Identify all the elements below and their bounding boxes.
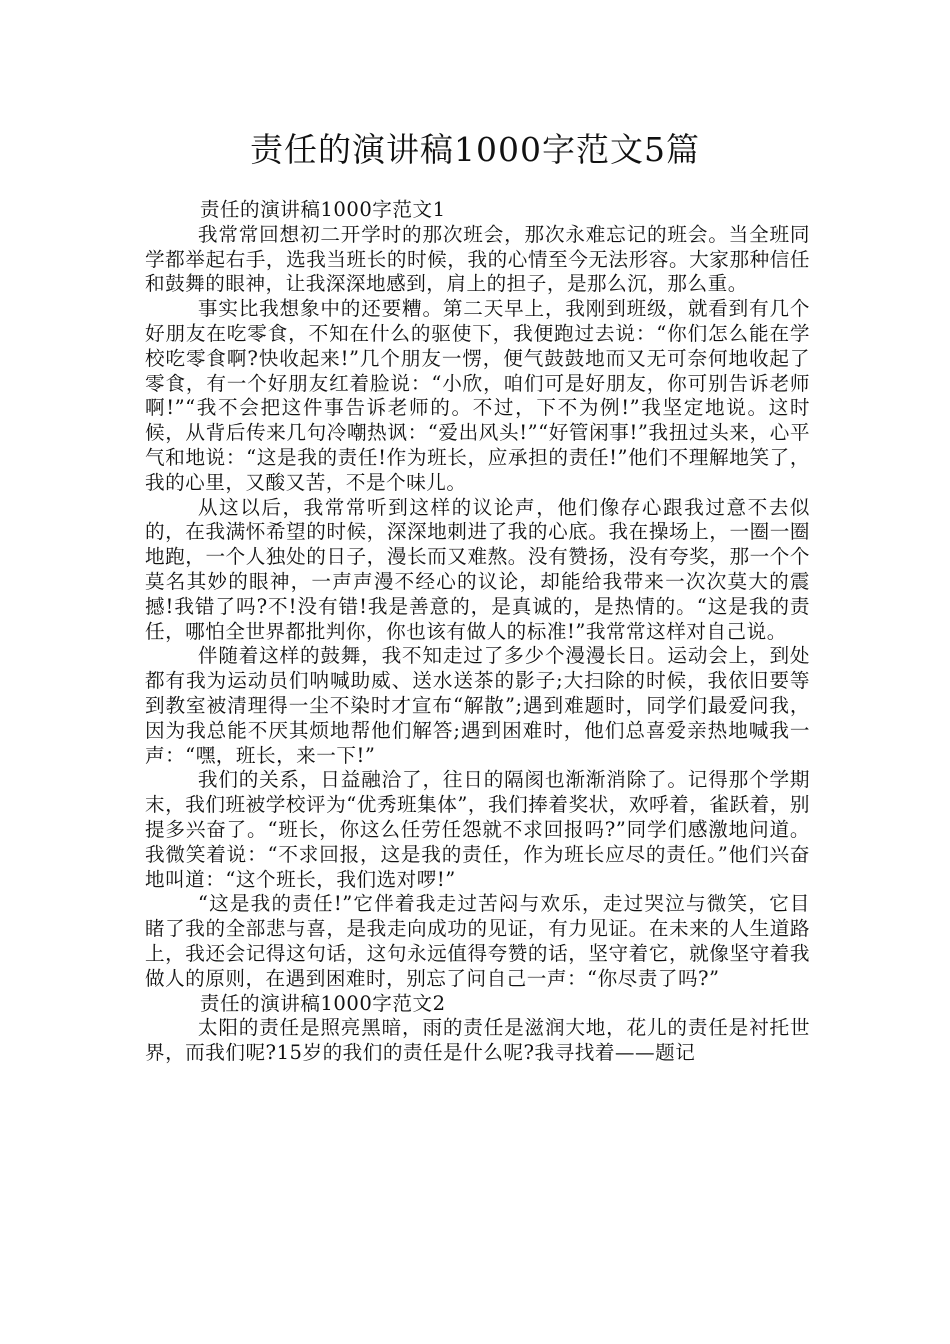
section-heading-1: 责任的演讲稿1000字范文1 — [199, 198, 446, 221]
paragraph: 我常常回想初二开学时的那次班会，那次永难忘记的班会。当全班同学都举起右手，选我当班长的时候，我的心情至今无法形容。大家那种信任和鼓舞的眼神，让我深深地感到，肩上的担子，是那么沉，那么重。 — [145, 222, 810, 296]
paragraph: 太阳的责任是照亮黑暗，雨的责任是滋润大地，花儿的责任是衬托世界，而我们呢?15岁的我们的责任是什么呢?我寻找着——题记 — [145, 1016, 810, 1065]
document-title: 责任的演讲稿1000字范文5篇 — [250, 130, 700, 169]
paragraph: 事实比我想象中的还要糟。第二天早上，我刚到班级，就看到有几个好朋友在吃零食，不知在什么的驱使下，我便跑过去说：“你们怎么能在学校吃零食啊?快收起来!”几个朋友一愣，便气鼓鼓地而又无可奈何地收起了零食，有一个好朋友红着脸说：“小欣，咱们可是好朋友，你可别告诉老师啊!”“我不会把这件事告诉老师的。不过，下不为例!”我坚定地说。这时候，从背后传来几句冷嘲热讽：“爱出风头!”“好管闲事!”我扭过头来，心平气和地说：“这是我的责任!作为班长，应承担的责任!”他们不理解地笑了，我的心里，又酸又苦，不是个味儿。 — [145, 297, 810, 494]
document-body — [145, 198, 810, 1066]
paragraph: 从这以后，我常常听到这样的议论声，他们像存心跟我过意不去似的，在我满怀希望的时候，深深地刺进了我的心底。我在操场上，一圈一圈地跑，一个人独处的日子，漫长而又难熬。没有赞扬，没有夸奖，那一个个莫名其妙的眼神，一声声漫不经心的议论，却能给我带来一次次莫大的震撼!我错了吗?不!没有错!我是善意的，是真诚的，是热情的。“这是我的责任，哪怕全世界都批判你，你也该有做人的标准!”我常常这样对自己说。 — [145, 495, 810, 643]
paragraph: 我们的关系，日益融洽了，往日的隔阂也渐渐消除了。记得那个学期末，我们班被学校评为“优秀班集体”，我们捧着奖状，欢呼着，雀跃着，别提多兴奋了。“班长，你这么任劳任怨就不求回报吗?”同学们感激地问道。我微笑着说：“不求回报，这是我的责任，作为班长应尽的责任。”他们兴奋地叫道：“这个班长，我们选对啰!” — [145, 768, 810, 891]
section-heading-2: 责任的演讲稿1000字范文2 — [199, 991, 446, 1015]
paragraph: “这是我的责任!”它伴着我走过苦闷与欢乐，走过哭泣与微笑，它目睹了我的全部悲与喜，是我走向成功的见证，有力见证。在未来的人生道路上，我还会记得这句话，这句永远值得夸赞的话，坚守着它，就像坚守着我做人的原则，在遇到困难时，别忘了问自己一声：“你尽责了吗?” — [145, 892, 810, 990]
paragraph: 伴随着这样的鼓舞，我不知走过了多少个漫漫长日。运动会上，到处都有我为运动员们呐喊助威、送水送茶的影子;大扫除的时候，我依旧要等到教室被清理得一尘不染时才宣布“解散”;遇到难题时，同学们最爱问我，因为我总能不厌其烦地帮他们解答;遇到困难时，他们总喜爱亲热地喊我一声：“嘿，班长，来一下!” — [145, 644, 810, 767]
